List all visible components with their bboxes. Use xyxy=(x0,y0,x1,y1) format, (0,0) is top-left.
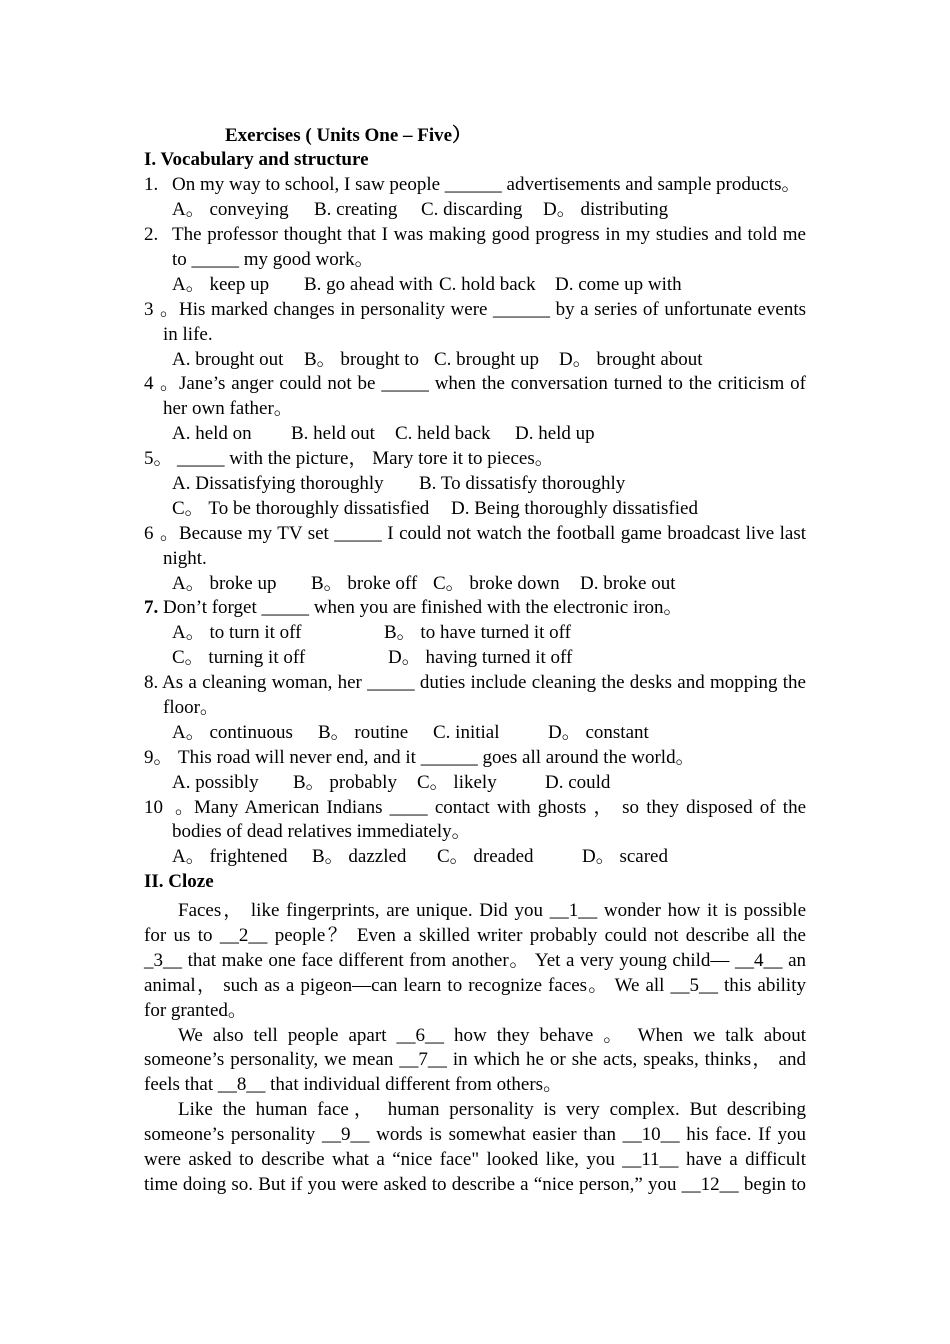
question-number: 4。 xyxy=(144,373,179,395)
option-b: B. creating xyxy=(314,199,398,221)
question-stem-line xyxy=(144,223,806,248)
option-c: C. discarding xyxy=(421,199,523,221)
option-c: C。 likely xyxy=(417,771,497,793)
paragraph-line: time doing so. But if you were asked to describe a “nice person,” you __12__ begin to xyxy=(144,1173,806,1195)
options-row xyxy=(144,497,806,522)
cloze-passage xyxy=(144,899,806,1198)
question-text-continued: in life. xyxy=(163,323,213,345)
options-row xyxy=(144,472,806,497)
paragraph-line: _3__ that make one face different from another。 Yet a very young child— __4__ an xyxy=(144,949,806,971)
question-text-continued: to _____ my good work。 xyxy=(172,248,374,270)
options-row xyxy=(144,771,806,796)
paragraph-line: Like the human face， human personality is very complex. But describing xyxy=(178,1099,806,1121)
question-text: Jane’s anger could not be _____ when the conversation turned to the criticism of xyxy=(179,373,806,395)
question-text-continued: her own father。 xyxy=(163,398,293,420)
question-text: His marked changes in personality were ______ by a series of unfortunate events xyxy=(179,298,806,320)
options-row xyxy=(144,273,806,298)
question-stem-line xyxy=(144,596,806,621)
option-b: B. go ahead with xyxy=(304,273,433,295)
option-d: D. Being thoroughly dissatisfied xyxy=(451,497,698,519)
paragraph-line: for granted。 xyxy=(144,999,247,1021)
option-d: D。 distributing xyxy=(543,199,669,221)
paragraph-line: Faces， like fingerprints, are unique. Did you __1__ wonder how it is possible xyxy=(178,900,806,922)
question-text: _____ with the picture， Mary tore it to pieces。 xyxy=(177,448,554,470)
cloze-paragraph-2 xyxy=(144,1024,806,1099)
question-stem-line xyxy=(144,173,806,198)
option-b: B。 routine xyxy=(318,721,409,743)
option-c: C. hold back xyxy=(439,273,536,295)
option-d: D。 having turned it off xyxy=(388,647,573,669)
question-6 xyxy=(144,522,806,597)
option-b: B。 dazzled xyxy=(312,846,407,868)
question-number: 3。 xyxy=(144,298,179,320)
question-4 xyxy=(144,372,806,447)
section-heading-cloze: II. Cloze xyxy=(144,871,214,893)
document-body xyxy=(144,124,806,1198)
option-c: C. held back xyxy=(395,423,491,445)
option-d: D. come up with xyxy=(555,273,682,295)
options-row xyxy=(144,721,806,746)
question-number: 6。 xyxy=(144,522,179,544)
option-d: D. broke out xyxy=(580,572,676,594)
question-stem-line xyxy=(144,372,806,397)
options-row xyxy=(144,646,806,671)
option-a: A. possibly xyxy=(172,771,259,793)
question-text-continued: night. xyxy=(163,547,207,569)
option-a: A。 conveying xyxy=(172,199,289,221)
paragraph-line: were asked to describe what a “nice face" looked like, you __11__ have a difficult xyxy=(144,1149,806,1171)
paragraph-line: someone’s personality, we mean __7__ in which he or she acts, speaks, thinks， and xyxy=(144,1049,806,1071)
question-text: On my way to school, I saw people ______ advertisements and sample products。 xyxy=(172,174,801,196)
question-text: Don’t forget _____ when you are finished with the electronic iron。 xyxy=(163,597,683,619)
option-a: A。 continuous xyxy=(172,721,293,743)
options-row xyxy=(144,621,806,646)
question-number: 10 。 xyxy=(144,796,194,818)
question-text-continued: floor。 xyxy=(163,696,219,718)
question-number: 8. xyxy=(144,672,159,694)
option-b: B。 probably xyxy=(293,771,397,793)
option-b: B。 brought to xyxy=(304,348,420,370)
question-stem-line xyxy=(144,671,806,696)
question-7 xyxy=(144,596,806,671)
options-row xyxy=(144,422,806,447)
cloze-paragraph-1 xyxy=(144,899,806,1023)
question-number: 7. xyxy=(144,597,159,619)
question-3 xyxy=(144,298,806,373)
question-2 xyxy=(144,223,806,298)
option-d: D。 brought about xyxy=(559,348,703,370)
question-text: This road will never end, and it ______ goes all around the world。 xyxy=(178,746,695,768)
option-b: B. To dissatisfy thoroughly xyxy=(419,472,626,494)
question-5 xyxy=(144,447,806,522)
option-a: A. Dissatisfying thoroughly xyxy=(172,472,384,494)
option-a: A. held on xyxy=(172,423,252,445)
options-row xyxy=(144,845,806,870)
option-b: B。 broke off xyxy=(311,572,418,594)
section-heading-vocabulary: I. Vocabulary and structure xyxy=(144,149,369,171)
option-d: D. could xyxy=(545,771,611,793)
option-c: C。 To be thoroughly dissatisfied xyxy=(172,497,430,519)
options-row xyxy=(144,572,806,597)
option-b: B。 to have turned it off xyxy=(384,622,571,644)
question-text-continued: bodies of dead relatives immediately。 xyxy=(172,821,471,843)
option-c: C. initial xyxy=(433,721,500,743)
cloze-paragraph-3 xyxy=(144,1098,806,1198)
question-stem-line xyxy=(144,746,806,771)
question-8 xyxy=(144,671,806,746)
question-number: 9。 xyxy=(144,746,173,768)
option-a: A。 frightened xyxy=(172,846,288,868)
paragraph-line: animal， such as a pigeon—can learn to recognize faces。 We all __5__ this ability xyxy=(144,974,806,996)
option-a: A。 broke up xyxy=(172,572,277,594)
question-number: 2. xyxy=(144,224,159,246)
question-1 xyxy=(144,173,806,223)
option-b: B. held out xyxy=(291,423,375,445)
question-text: Because my TV set _____ I could not watch the football game broadcast live last xyxy=(179,522,806,544)
option-c: C。 dreaded xyxy=(437,846,534,868)
question-stem-line xyxy=(144,447,806,472)
option-a: A. brought out xyxy=(172,348,284,370)
question-text: The professor thought that I was making good progress in my studies and told me xyxy=(172,224,806,246)
paragraph-line: someone’s personality __9__ words is somewhat easier than __10__ his face. If you xyxy=(144,1124,806,1146)
option-d: D。 constant xyxy=(548,721,649,743)
question-9 xyxy=(144,746,806,796)
question-stem-line xyxy=(144,522,806,547)
paragraph-line: feels that __8__ that individual different from others。 xyxy=(144,1074,563,1096)
option-c: C. brought up xyxy=(434,348,540,370)
option-a: A。 keep up xyxy=(172,273,270,295)
document-title: Exercises ( Units One – Five） xyxy=(225,124,472,146)
option-d: D。 scared xyxy=(582,846,668,868)
options-row xyxy=(144,198,806,223)
question-stem-line xyxy=(144,796,806,821)
options-row xyxy=(144,348,806,373)
option-d: D. held up xyxy=(515,423,595,445)
option-a: A。 to turn it off xyxy=(172,622,302,644)
question-10 xyxy=(144,796,806,871)
paragraph-line: We also tell people apart __6__ how they behave 。 When we talk about xyxy=(178,1024,806,1046)
question-text: As a cleaning woman, her _____ duties include cleaning the desks and mopping the xyxy=(162,672,806,694)
question-text: Many American Indians ____ contact with ghosts ， so they disposed of the xyxy=(194,796,806,818)
paragraph-line: for us to __2__ people？ Even a skilled writer probably could not describe all the xyxy=(144,925,806,946)
question-stem-line xyxy=(144,298,806,323)
option-c: C。 broke down xyxy=(433,572,560,594)
option-c: C。 turning it off xyxy=(172,647,306,669)
question-number: 5。 xyxy=(144,448,173,470)
question-number: 1. xyxy=(144,174,159,196)
